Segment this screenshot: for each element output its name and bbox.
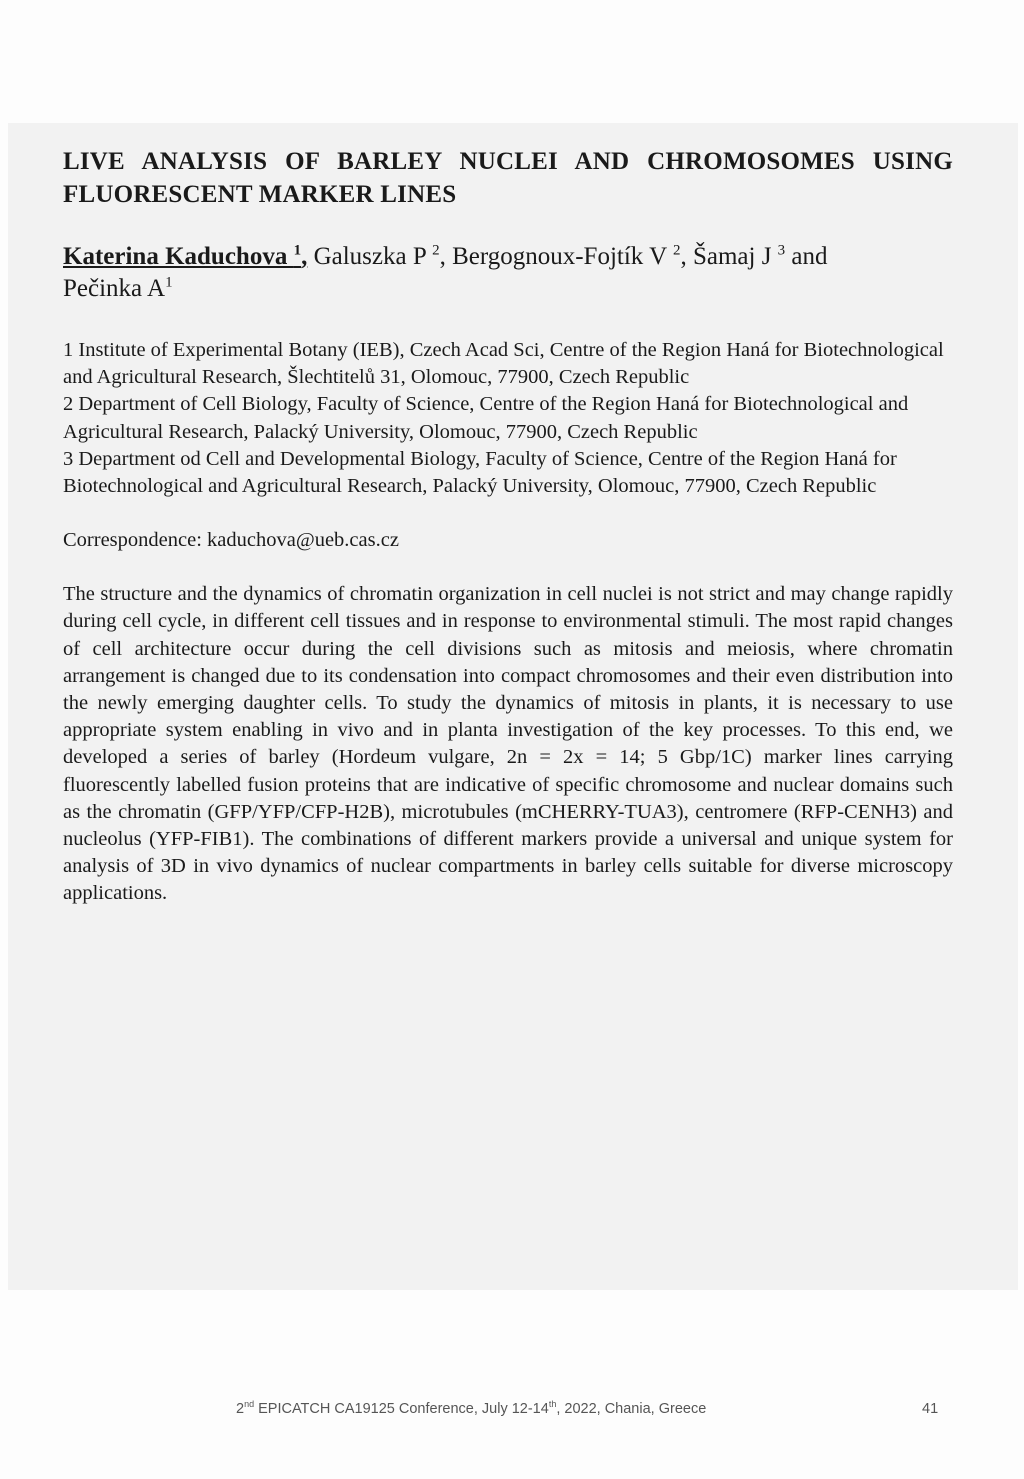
abstract-content [63, 145, 953, 928]
conference-footer: 2nd EPICATCH CA19125 Conference, July 12-14th, 2022, Chania, Greece [236, 1399, 707, 1417]
affiliation-2: 2 Department of Cell Biology, Faculty of Science, Centre of the Region Haná for Biotechnological and Agricultural Research, Palacký University, Olomouc, 77900, Czech Republic [63, 393, 909, 443]
presenting-author: Katerina Kaduchova $^1$, [63, 242, 308, 270]
author-samaj: , Šamaj J [680, 243, 778, 270]
paper-title [63, 145, 953, 211]
author-pecinka: Pečinka A [63, 275, 166, 302]
affiliation-1: 1 Institute of Experimental Botany (IEB), Czech Acad Sci, Centre of the Region Haná for Biotechnological and Agricultural Research, Šlechtitelů 31, Olomouc, 77900, Czech Republic [63, 339, 944, 389]
title-line-2: FLUORESCENT MARKER LINES [63, 181, 457, 208]
correspondence: Correspondence: kaduchova@ueb.cas.cz [63, 529, 399, 552]
affiliation-3: 3 Department od Cell and Developmental Biology, Faculty of Science, Centre of the Region Haná for Biotechnological and Agricultural Research, Palacký University, Olomouc, 77900, Czech Republic [63, 447, 897, 498]
abstract-text: The structure and the dynamics of chromatin organization in cell nuclei is not strict and may change rapidly during cell cycle, in different cell tissues and in response to environmental stimuli. The most rapid changes of cell architecture occur during the cell divisions such as mitosis and meiosis, where chromatin arrangement is changed due to its condensation into compact chromosomes and their even distribution into the newly emerging daughter cells. To study the dynamics of mitosis in plants, it is necessary to use appropriate system enabling in vivo and in planta investigation of the key processes. To this end, we developed a series of barley (Hordeum vulgare, 2n = 2x = 14; 5 Gbp/1C) marker lines carrying fluorescently labelled fusion proteins that are indicative of specific chromosome and nuclear domains such as the chromatin (GFP/YFP/CFP-H2B), microtubules (mCHERRY-TUA3), centromere (RFP-CENH3) and nucleolus (YFP-FIB1). The combinations of different markers provide a universal and unique system for analysis of 3D in vivo dynamics of nuclear compartments in barley cells suitable for diverse microscopy applications. [63, 583, 953, 905]
abstract-panel [8, 123, 1018, 1290]
author-galuszka: Galuszka P [307, 243, 433, 270]
page-number: 41 [922, 1401, 939, 1417]
affiliation-list [63, 337, 953, 500]
author-bergognoux: , Bergognoux-Fojtík V [439, 243, 673, 270]
title-line-1: LIVE ANALYSIS OF BARLEY NUCLEI AND CHROMOSOMES USING [63, 148, 953, 175]
author-list: Katerina Kaduchova $^1$, Galuszka P $^2$, Bergognoux-Fojtík V $^2$, Šamaj J $^3$ and Pečinka $A^1$ [63, 242, 828, 302]
